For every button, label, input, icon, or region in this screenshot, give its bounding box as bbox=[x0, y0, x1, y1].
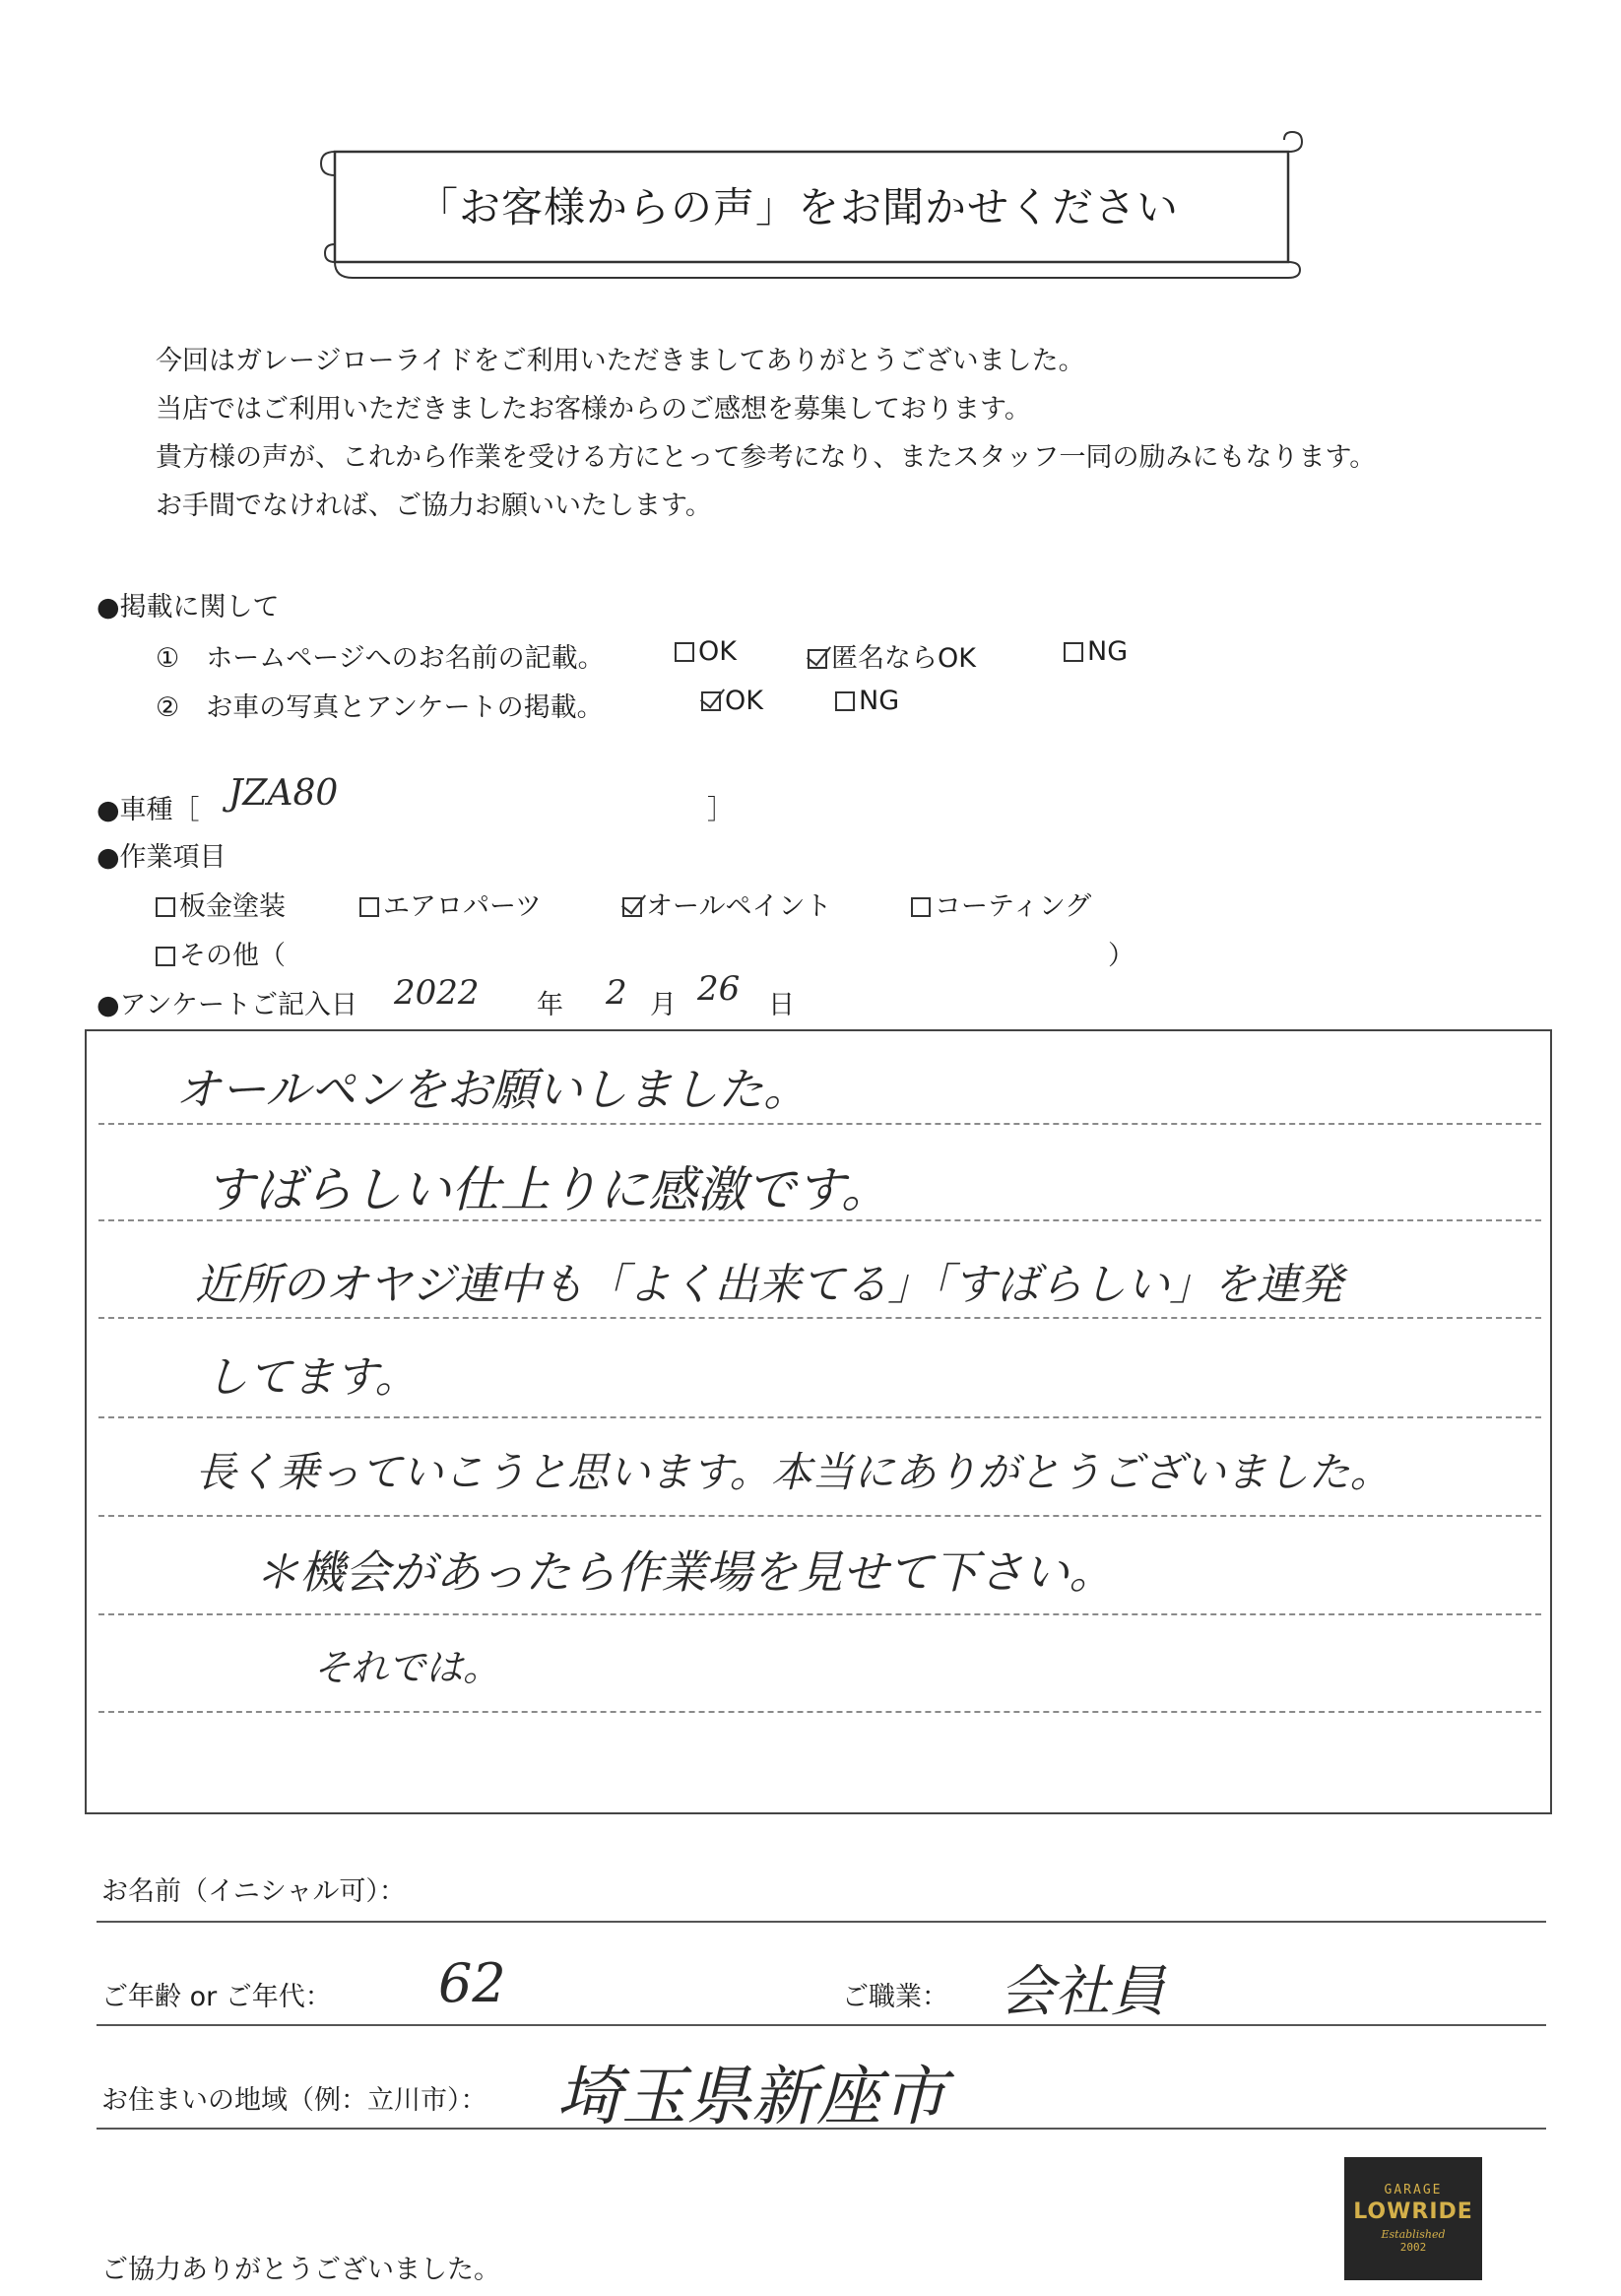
option-label: NG bbox=[859, 686, 900, 716]
comment-line: それでは。 bbox=[313, 1646, 501, 1689]
q1-option-ok[interactable] bbox=[675, 636, 737, 667]
intro-line: 当店ではご利用いただきましたお客様からのご感想を募集しております。 bbox=[156, 394, 1031, 425]
underline bbox=[97, 2024, 1546, 2026]
publishing-q2-label: ② お車の写真とアンケートの掲載。 bbox=[156, 692, 604, 723]
work-item-coating[interactable] bbox=[911, 885, 1091, 923]
ruled-line bbox=[98, 1613, 1541, 1615]
ruled-line bbox=[98, 1515, 1541, 1517]
garage-lowride-logo bbox=[1344, 2157, 1482, 2280]
footer-thanks: ご協力ありがとうございました。 bbox=[101, 2255, 500, 2285]
checkbox-icon bbox=[835, 691, 855, 711]
intro-line: 貴方様の声が、これから作業を受ける方にとって参考になり、またスタッフ一同の励みにもなります。 bbox=[156, 442, 1377, 473]
age-value: 62 bbox=[438, 1952, 506, 2014]
q1-option-anonymous[interactable] bbox=[808, 636, 976, 675]
logo-line-3: Established bbox=[1381, 2228, 1446, 2241]
checked-checkbox-icon bbox=[701, 691, 721, 711]
q1-option-ng[interactable] bbox=[1064, 636, 1128, 667]
work-item-label: 板金塗装 bbox=[179, 891, 286, 922]
date-day-value: 26 bbox=[697, 969, 741, 1009]
logo-line-4: 2002 bbox=[1399, 2241, 1427, 2254]
date-year-value: 2022 bbox=[394, 973, 480, 1013]
age-label: ご年齢 or ご年代： bbox=[101, 1982, 332, 2012]
ruled-line bbox=[98, 1123, 1541, 1125]
comment-line: ＊機会があったら作業場を見せて下さい。 bbox=[254, 1545, 1115, 1599]
work-heading: ●作業項目 bbox=[97, 842, 227, 873]
page-title: 「お客様からの声」をお聞かせください bbox=[416, 183, 1179, 231]
work-item-other[interactable] bbox=[156, 934, 286, 972]
checkbox-icon bbox=[156, 947, 175, 966]
date-month-value: 2 bbox=[606, 973, 627, 1013]
comment-line: 長く乗っていこうと思います。本当にありがとうございました。 bbox=[195, 1448, 1392, 1496]
date-label: ●アンケートご記入日 bbox=[97, 990, 357, 1020]
logo-line-1: GARAGE bbox=[1384, 2183, 1443, 2198]
date-day-unit: 日 bbox=[768, 990, 795, 1020]
publishing-heading: ●掲載に関して bbox=[97, 592, 280, 623]
comment-box bbox=[85, 1029, 1552, 1814]
option-label: NG bbox=[1087, 636, 1129, 667]
vehicle-label: ●車種［ bbox=[97, 795, 200, 825]
publishing-q1-label: ① ホームページへのお名前の記載。 bbox=[156, 643, 605, 674]
area-label: お住まいの地域（例：立川市）： bbox=[101, 2085, 487, 2116]
option-label: OK bbox=[725, 686, 763, 716]
work-other-close: ） bbox=[1108, 941, 1135, 971]
ruled-line bbox=[98, 1416, 1541, 1418]
date-month-unit: 月 bbox=[650, 990, 677, 1020]
ruled-line bbox=[98, 1317, 1541, 1319]
comment-line: すばらしい仕上りに感激です。 bbox=[205, 1161, 890, 1218]
option-label: OK bbox=[698, 636, 737, 667]
q2-option-ok[interactable] bbox=[701, 686, 763, 716]
vehicle-value: JZA80 bbox=[228, 773, 339, 814]
vehicle-close: ］ bbox=[707, 795, 734, 825]
intro-line: 今回はガレージローライドをご利用いただきましてありがとうございました。 bbox=[156, 346, 1085, 376]
option-label: 匿名ならOK bbox=[831, 643, 976, 674]
comment-line: 近所のオヤジ連中も「よく出来てる」「すばらしい」を連発 bbox=[195, 1260, 1343, 1310]
date-year-unit: 年 bbox=[537, 990, 563, 1020]
underline bbox=[97, 2128, 1546, 2130]
comment-line: してます。 bbox=[205, 1352, 419, 1403]
checkbox-icon bbox=[156, 897, 175, 917]
ruled-line bbox=[98, 1711, 1541, 1713]
work-item-label: その他（ bbox=[179, 941, 286, 971]
underline bbox=[97, 1921, 1546, 1923]
work-item-label: エアロパーツ bbox=[383, 891, 542, 922]
area-value: 埼玉県新座市 bbox=[556, 2059, 946, 2134]
job-value: 会社員 bbox=[1000, 1960, 1165, 2024]
checkbox-icon bbox=[911, 897, 931, 917]
work-item-allpaint[interactable] bbox=[622, 885, 831, 923]
checkbox-icon bbox=[1064, 642, 1083, 662]
name-label: お名前（イニシャル可）： bbox=[101, 1876, 406, 1907]
logo-line-2: LOWRIDE bbox=[1353, 2199, 1473, 2224]
job-label: ご職業： bbox=[842, 1982, 948, 2012]
checked-checkbox-icon bbox=[622, 897, 642, 917]
checked-checkbox-icon bbox=[808, 649, 827, 669]
work-item-label: オールペイント bbox=[646, 891, 832, 922]
checkbox-icon bbox=[359, 897, 379, 917]
intro-line: お手間でなければ、ご協力お願いいたします。 bbox=[156, 491, 712, 521]
q2-option-ng[interactable] bbox=[835, 686, 899, 716]
work-item-aero[interactable] bbox=[359, 885, 542, 923]
intro-text bbox=[156, 337, 1376, 530]
work-item-bankin[interactable] bbox=[156, 885, 286, 923]
work-item-label: コーティング bbox=[935, 891, 1092, 922]
comment-line: オールペンをお願いしました。 bbox=[175, 1063, 810, 1116]
checkbox-icon bbox=[675, 642, 694, 662]
